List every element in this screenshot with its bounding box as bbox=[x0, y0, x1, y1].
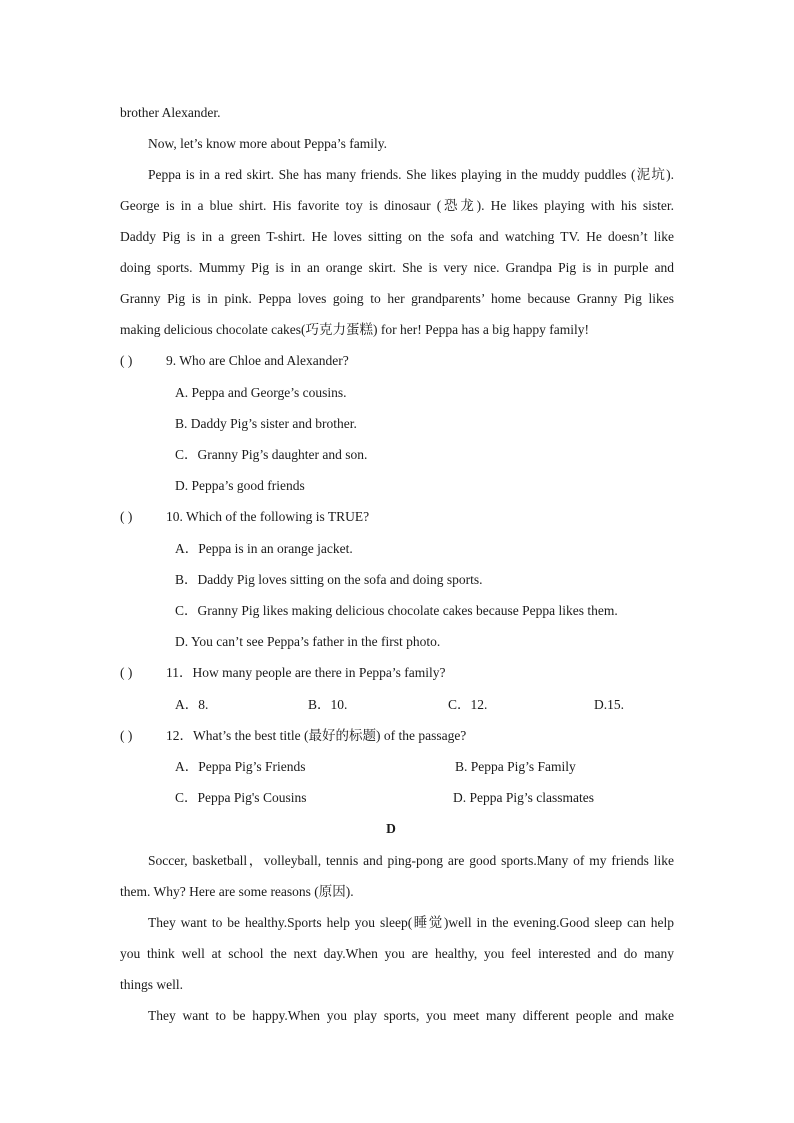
q10-option-d: D. You can’t see Peppa’s father in the first photo. bbox=[175, 634, 441, 649]
q11-option-a: A．8. bbox=[175, 697, 209, 712]
passage-line: Daddy Pig is in a green T-shirt. He loves sitting on the sofa and watching TV. He doesn’t like bbox=[120, 229, 674, 244]
q11-option-c: C．12. bbox=[448, 697, 488, 712]
passage-line: them. Why? Here are some reasons (原因). bbox=[120, 884, 354, 899]
q12-option-d: D. Peppa Pig’s classmates bbox=[453, 790, 594, 805]
q9-option-d: D. Peppa’s good friends bbox=[175, 478, 305, 493]
answer-bracket-q9[interactable]: ( ) bbox=[120, 353, 133, 368]
q9-option-b: B. Daddy Pig’s sister and brother. bbox=[175, 416, 357, 431]
q12-option-b: B. Peppa Pig’s Family bbox=[455, 759, 576, 774]
answer-bracket-q12[interactable]: ( ) bbox=[120, 728, 133, 743]
passage-line: things well. bbox=[120, 977, 183, 992]
question-9: 9. Who are Chloe and Alexander? bbox=[166, 353, 349, 368]
question-12: 12．What’s the best title (最好的标题) of the passage? bbox=[166, 728, 467, 743]
q10-option-c: C．Granny Pig likes making delicious chocolate cakes because Peppa likes them. bbox=[175, 603, 618, 618]
q12-option-a: A．Peppa Pig’s Friends bbox=[175, 759, 306, 774]
q9-option-a: A. Peppa and George’s cousins. bbox=[175, 385, 347, 400]
passage-line: They want to be healthy.Sports help you sleep(睡觉)well in the evening.Good sleep can help bbox=[148, 915, 674, 930]
passage-line: you think well at school the next day.When you are healthy, you feel interested and do many bbox=[120, 946, 674, 961]
passage-line: Soccer, basketball，volleyball, tennis and ping-pong are good sports.Many of my friends like bbox=[148, 853, 674, 868]
question-10: 10. Which of the following is TRUE? bbox=[166, 509, 370, 524]
q10-option-a: A．Peppa is in an orange jacket. bbox=[175, 541, 353, 556]
passage-line: making delicious chocolate cakes(巧克力蛋糕) for her! Peppa has a big happy family! bbox=[120, 322, 589, 337]
passage-line: George is in a blue shirt. His favorite toy is dinosaur (恐龙). He likes playing with his sister. bbox=[120, 198, 674, 213]
answer-bracket-q11[interactable]: ( ) bbox=[120, 665, 133, 680]
passage-line: doing sports. Mummy Pig is in an orange skirt. She is very nice. Grandpa Pig is in purple and bbox=[120, 260, 674, 275]
answer-bracket-q10[interactable]: ( ) bbox=[120, 509, 133, 524]
passage-line: They want to be happy.When you play sports, you meet many different people and make bbox=[148, 1008, 674, 1023]
q11-option-d: D.15. bbox=[594, 697, 624, 712]
q11-option-b: B．10. bbox=[308, 697, 348, 712]
q12-option-c: C．Peppa Pig's Cousins bbox=[175, 790, 307, 805]
passage-line: brother Alexander. bbox=[120, 105, 221, 120]
passage-line: Peppa is in a red skirt. She has many friends. She likes playing in the muddy puddles (泥坑). bbox=[148, 167, 674, 182]
q10-option-b: B．Daddy Pig loves sitting on the sofa and doing sports. bbox=[175, 572, 483, 587]
passage-line: Now, let’s know more about Peppa’s family. bbox=[148, 136, 387, 151]
q9-option-c: C．Granny Pig’s daughter and son. bbox=[175, 447, 368, 462]
question-11: 11．How many people are there in Peppa’s family? bbox=[166, 665, 446, 680]
passage-line: Granny Pig is in pink. Peppa loves going to her grandparents’ home because Granny Pig likes bbox=[120, 291, 674, 306]
section-d-title: D bbox=[386, 821, 396, 836]
